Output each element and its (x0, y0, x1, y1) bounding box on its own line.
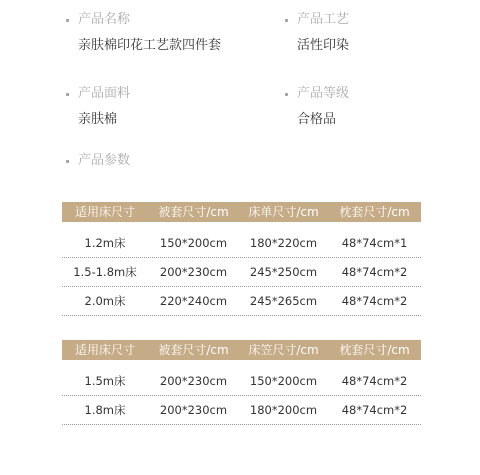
table-cell: 1.2m床 (84, 236, 126, 250)
table-cell: 2.0m床 (84, 294, 126, 308)
product-grade-value: 合格品 (297, 112, 337, 127)
table-cell: 180*220cm (249, 236, 318, 250)
table-cell: 48*74cm*1 (341, 236, 408, 250)
bullet-icon (66, 93, 69, 96)
table-row (62, 396, 421, 425)
table-cell: 150*200cm (159, 236, 228, 250)
field-product-craft (285, 11, 349, 55)
table-cell: 48*74cm*2 (341, 374, 408, 388)
header-cell: 被套尺寸/cm (158, 343, 229, 357)
table-cell: 245*265cm (249, 294, 318, 308)
product-craft-label: 产品工艺 (297, 12, 350, 27)
product-grade-label: 产品等级 (297, 86, 350, 101)
bullet-icon (285, 19, 288, 22)
product-name-label: 产品名称 (78, 12, 131, 27)
table-row (62, 287, 421, 316)
table-cell: 220*240cm (159, 294, 228, 308)
table-cell: 48*74cm*2 (341, 403, 408, 417)
size-table-flat-sheet (62, 202, 421, 316)
header-cell: 床笠尺寸/cm (248, 343, 319, 357)
header-cell: 枕套尺寸/cm (339, 205, 410, 219)
product-fabric-label: 产品面料 (78, 86, 131, 101)
bullet-icon (285, 93, 288, 96)
product-params-label: 产品参数 (78, 153, 131, 168)
table-row (62, 258, 421, 287)
table-cell: 48*74cm*2 (341, 265, 408, 279)
table-cell: 150*200cm (249, 374, 318, 388)
table-cell: 48*74cm*2 (341, 294, 408, 308)
header-cell: 枕套尺寸/cm (339, 343, 410, 357)
product-fabric-value: 亲肤棉 (78, 112, 118, 127)
product-name-value: 亲肤棉印花工艺款四件套 (78, 38, 222, 53)
bullet-icon (66, 19, 69, 22)
field-product-name (66, 11, 221, 55)
table-cell: 1.5m床 (84, 374, 126, 388)
table-cell: 1.5-1.8m床 (73, 265, 137, 279)
header-cell: 适用床尺寸 (74, 205, 135, 219)
field-product-fabric (66, 85, 130, 129)
header-cell: 床单尺寸/cm (248, 205, 319, 219)
table-cell: 200*230cm (159, 265, 228, 279)
table-cell: 1.8m床 (84, 403, 126, 417)
product-craft-value: 活性印染 (297, 38, 350, 53)
bullet-icon (66, 160, 69, 163)
table-row (62, 367, 421, 396)
field-product-params (66, 152, 130, 170)
table-header (62, 202, 421, 222)
table-cell: 200*230cm (159, 403, 228, 417)
table-header (62, 340, 421, 360)
field-product-grade (285, 85, 349, 129)
table-row (62, 229, 421, 258)
table-cell: 245*250cm (249, 265, 318, 279)
header-cell: 被套尺寸/cm (158, 205, 229, 219)
table-cell: 200*230cm (159, 374, 228, 388)
header-cell: 适用床尺寸 (74, 343, 135, 357)
table-cell: 180*200cm (249, 403, 318, 417)
size-table-fitted-sheet (62, 340, 421, 425)
